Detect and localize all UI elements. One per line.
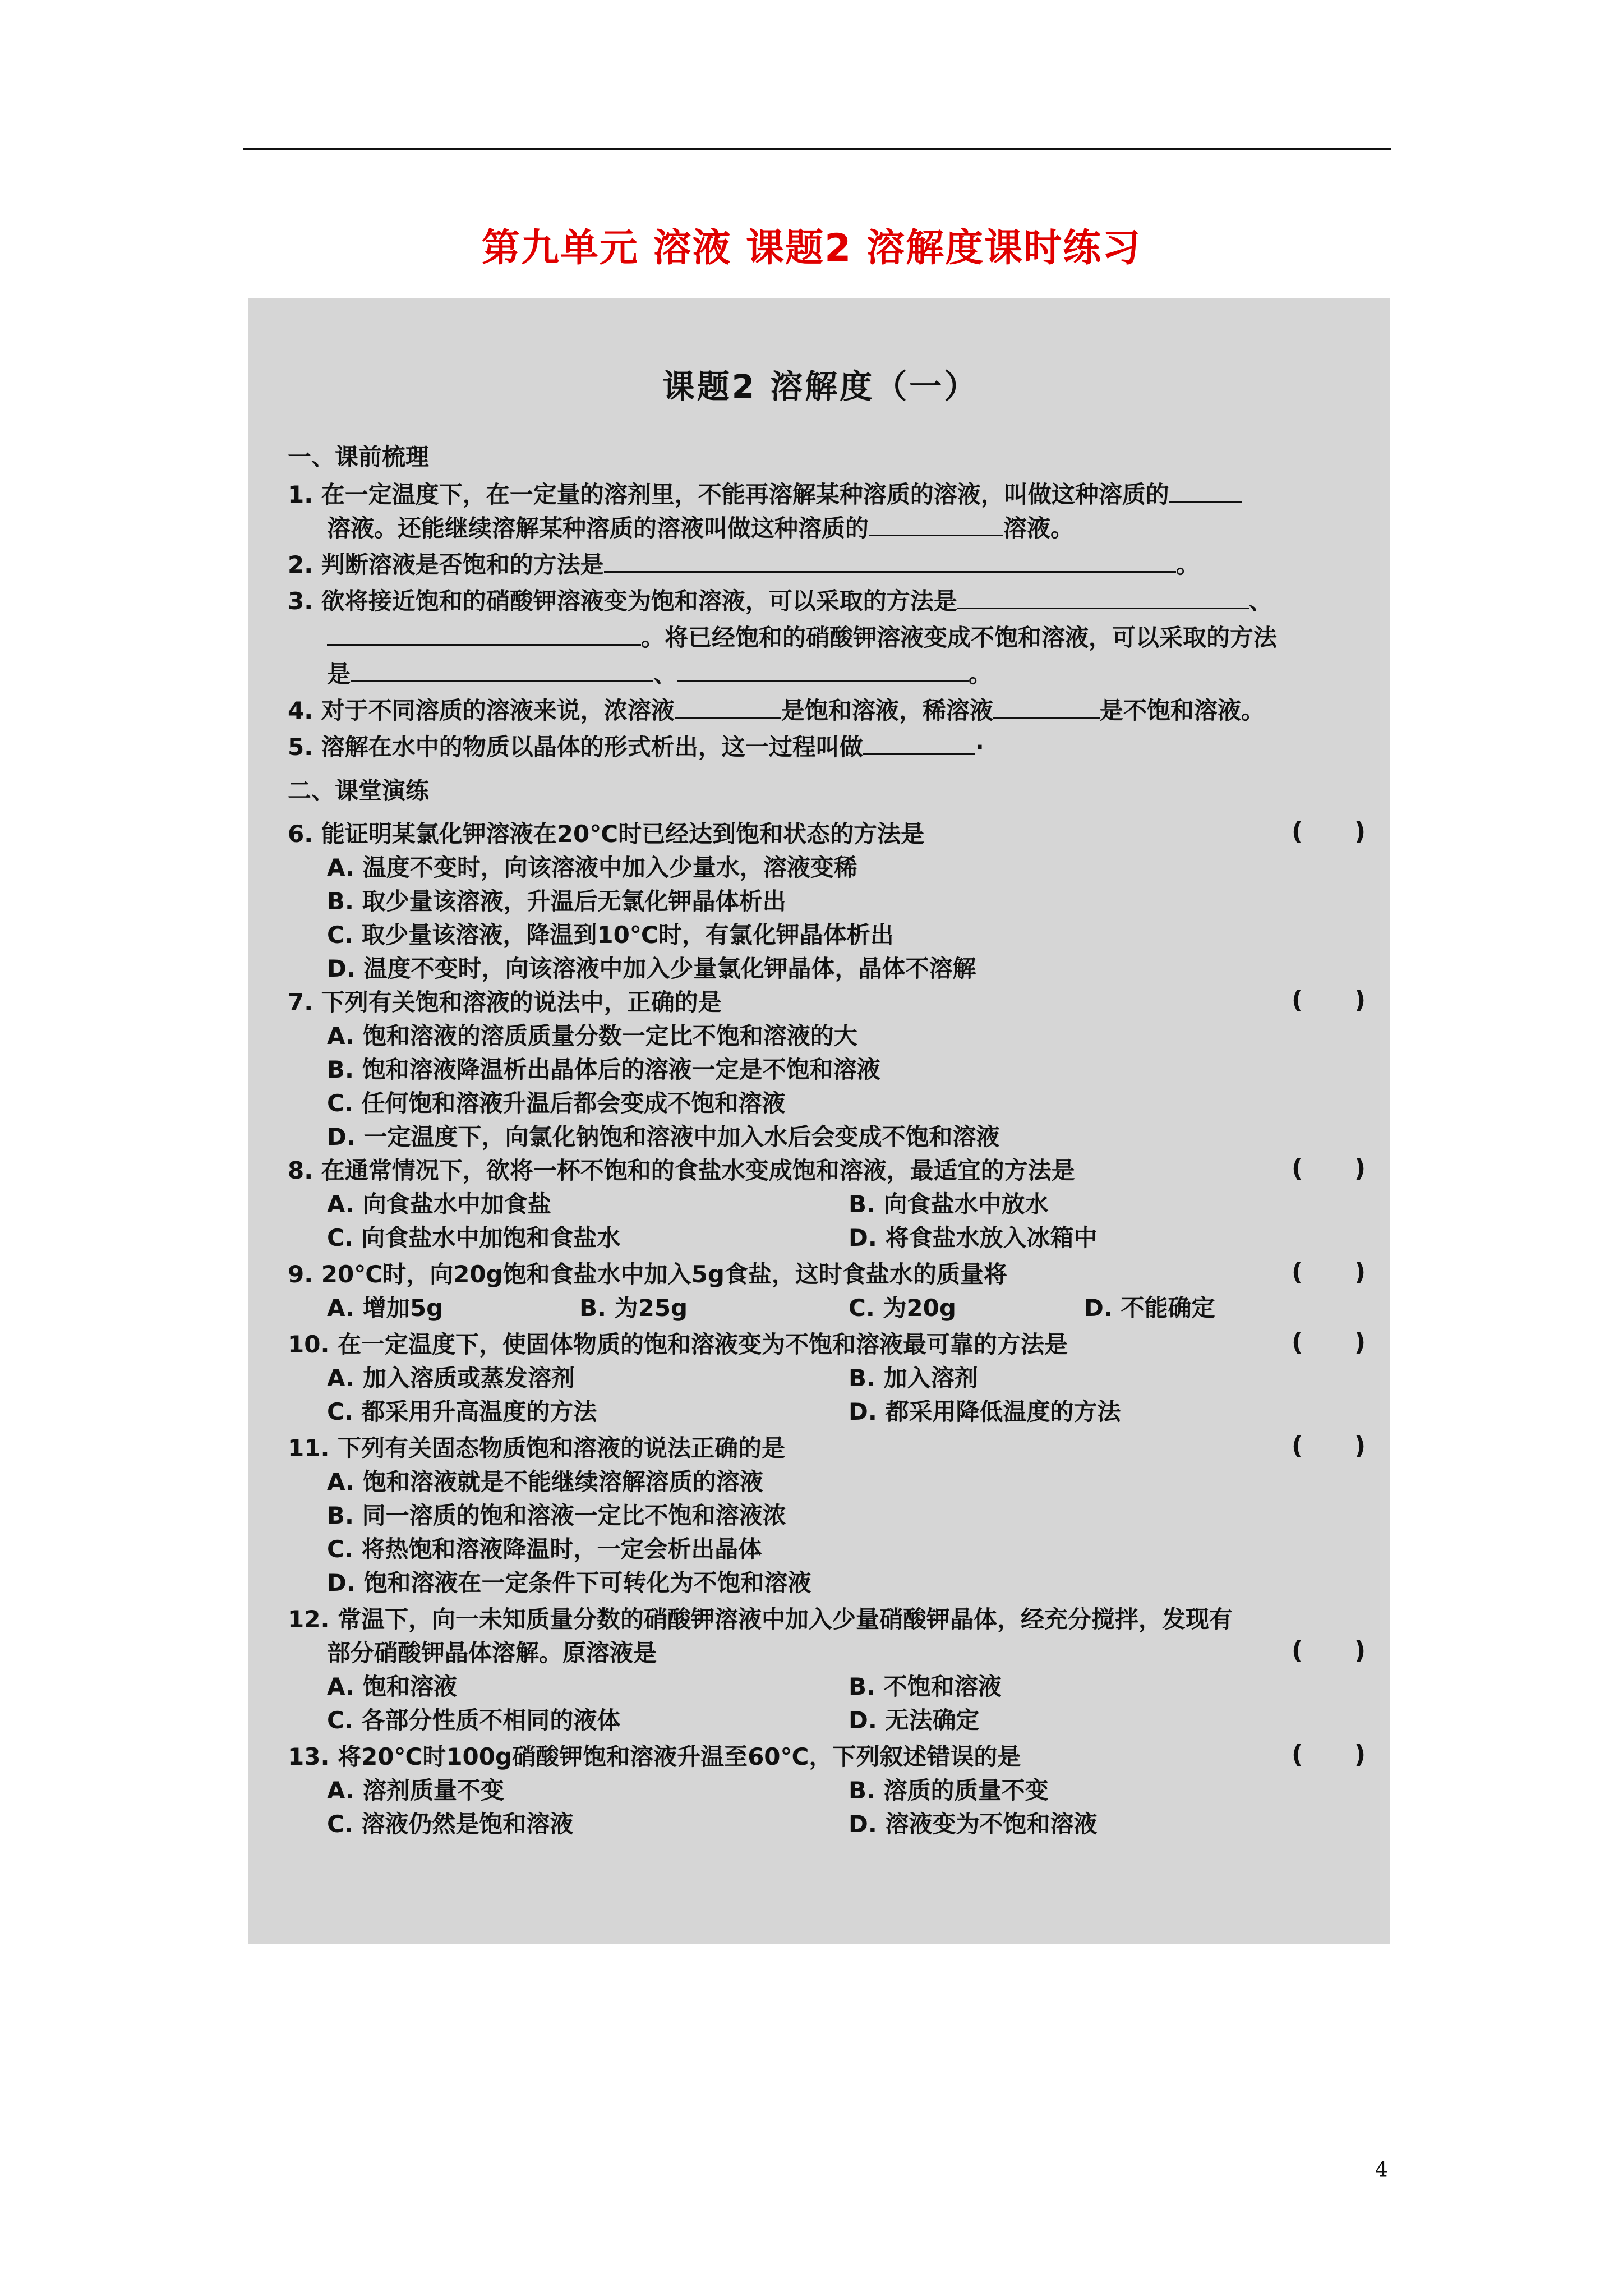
punctuation: · xyxy=(975,733,984,761)
option: D. 将食盐水放入冰箱中 xyxy=(849,1224,1098,1251)
option: D. 温度不变时，向该溶液中加入少量氯化钾晶体，晶体不溶解 xyxy=(327,955,976,982)
punctuation: 。 xyxy=(969,660,993,688)
answer-blank xyxy=(675,696,781,719)
option: C. 取少量该溶液，降温到10℃时，有氯化钾晶体析出 xyxy=(327,921,894,949)
question-text: 4. 对于不同溶质的溶液来说，浓溶液 xyxy=(288,697,675,724)
option: D. 无法确定 xyxy=(849,1706,980,1734)
header-rule xyxy=(243,148,1391,150)
question-8: 8. 在通常情况下，欲将一杯不饱和的食盐水变成饱和溶液，最适宜的方法是 xyxy=(288,1157,1075,1184)
answer-blank xyxy=(351,659,653,682)
punctuation: 、 xyxy=(653,660,677,688)
option: B. 为25g xyxy=(579,1294,688,1322)
option: B. 溶质的质量不变 xyxy=(849,1777,1049,1804)
question-text: 是 xyxy=(327,660,351,688)
question-text: 溶液。 xyxy=(1003,514,1075,542)
option: C. 向食盐水中加饱和食盐水 xyxy=(327,1224,621,1251)
option: D. 一定温度下，向氯化钠饱和溶液中加入水后会变成不饱和溶液 xyxy=(327,1123,1000,1151)
section-heading: 一、课前梳理 xyxy=(288,443,430,471)
question-6: 6. 能证明某氯化钾溶液在20℃时已经达到饱和状态的方法是 xyxy=(288,820,925,848)
option: C. 各部分性质不相同的液体 xyxy=(327,1706,621,1734)
answer-blank xyxy=(1169,480,1242,503)
option: A. 增加5g xyxy=(327,1294,444,1322)
question-13: 13. 将20℃时100g硝酸钾饱和溶液升温至60℃，下列叙述错误的是 xyxy=(288,1743,1021,1770)
question-text: 5. 溶解在水中的物质以晶体的形式析出，这一过程叫做 xyxy=(288,733,863,761)
question-4 xyxy=(288,694,1265,728)
question-10: 10. 在一定温度下，使固体物质的饱和溶液变为不饱和溶液最可靠的方法是 xyxy=(288,1331,1068,1358)
question-text: 。将已经饱和的硝酸钾溶液变成不饱和溶液，可以采取的方法 xyxy=(641,624,1278,651)
option: A. 温度不变时，向该溶液中加入少量水，溶液变稀 xyxy=(327,854,857,881)
question-12-cont: 部分硝酸钾晶体溶解。原溶液是 xyxy=(327,1639,657,1667)
question-3-cont2 xyxy=(327,657,992,691)
answer-parenthesis: ( ) xyxy=(1292,817,1366,846)
answer-blank xyxy=(863,732,975,755)
question-7: 7. 下列有关饱和溶液的说法中，正确的是 xyxy=(288,988,722,1016)
answer-blank xyxy=(869,513,1003,536)
option: B. 饱和溶液降温析出晶体后的溶液一定是不饱和溶液 xyxy=(327,1056,880,1083)
question-text: 3. 欲将接近饱和的硝酸钾溶液变为饱和溶液，可以采取的方法是 xyxy=(288,587,957,615)
option: D. 都采用降低温度的方法 xyxy=(849,1398,1121,1425)
option: C. 都采用升高温度的方法 xyxy=(327,1398,597,1425)
question-2 xyxy=(288,548,1200,582)
question-11: 11. 下列有关固态物质饱和溶液的说法正确的是 xyxy=(288,1434,786,1462)
answer-parenthesis: ( ) xyxy=(1292,986,1366,1014)
option: B. 同一溶质的饱和溶液一定比不饱和溶液浓 xyxy=(327,1502,786,1529)
option: C. 将热饱和溶液降温时，一定会析出晶体 xyxy=(327,1535,762,1563)
answer-parenthesis: ( ) xyxy=(1292,1154,1366,1182)
option: C. 任何饱和溶液升温后都会变成不饱和溶液 xyxy=(327,1089,786,1117)
answer-parenthesis: ( ) xyxy=(1292,1740,1366,1769)
option: C. 溶液仍然是饱和溶液 xyxy=(327,1810,574,1838)
answer-blank xyxy=(677,659,969,682)
answer-blank xyxy=(993,696,1100,719)
question-12: 12. 常温下，向一未知质量分数的硝酸钾溶液中加入少量硝酸钾晶体，经充分搅拌，发现有 xyxy=(288,1605,1233,1633)
question-1-cont xyxy=(327,512,1074,545)
option: A. 加入溶质或蒸发溶剂 xyxy=(327,1364,575,1392)
question-text: 2. 判断溶液是否饱和的方法是 xyxy=(288,551,604,578)
question-9: 9. 20℃时，向20g饱和食盐水中加入5g食盐，这时食盐水的质量将 xyxy=(288,1260,1007,1288)
question-3 xyxy=(288,585,1272,618)
question-5 xyxy=(288,730,984,764)
answer-blank xyxy=(327,623,641,646)
option: D. 不能确定 xyxy=(1084,1294,1215,1322)
option: B. 不饱和溶液 xyxy=(849,1673,1002,1700)
punctuation: 、 xyxy=(1248,587,1272,615)
question-3-cont xyxy=(327,621,1277,655)
answer-blank xyxy=(957,586,1249,609)
option: A. 溶剂质量不变 xyxy=(327,1777,504,1804)
page-number: 4 xyxy=(1375,2159,1388,2182)
option: A. 饱和溶液 xyxy=(327,1673,457,1700)
answer-parenthesis: ( ) xyxy=(1292,1636,1366,1665)
answer-parenthesis: ( ) xyxy=(1292,1258,1366,1286)
option: B. 取少量该溶液，升温后无氯化钾晶体析出 xyxy=(327,887,786,915)
option: D. 溶液变为不饱和溶液 xyxy=(849,1810,1098,1838)
question-1 xyxy=(288,478,1242,512)
answer-parenthesis: ( ) xyxy=(1292,1432,1366,1460)
question-text: 1. 在一定温度下，在一定量的溶剂里，不能再溶解某种溶质的溶液，叫做这种溶质的 xyxy=(288,481,1169,508)
scanned-worksheet xyxy=(248,298,1390,1944)
document-title: 第九单元 溶液 课题2 溶解度课时练习 xyxy=(481,226,1142,270)
option: B. 向食盐水中放水 xyxy=(849,1190,1049,1218)
answer-blank xyxy=(604,550,1176,573)
option: A. 向食盐水中加食盐 xyxy=(327,1190,551,1218)
answer-parenthesis: ( ) xyxy=(1292,1328,1366,1356)
question-text: 是饱和溶液，稀溶液 xyxy=(781,697,993,724)
question-text: 溶液。还能继续溶解某种溶质的溶液叫做这种溶质的 xyxy=(327,514,869,542)
punctuation: 。 xyxy=(1175,551,1200,578)
option: D. 饱和溶液在一定条件下可转化为不饱和溶液 xyxy=(327,1569,811,1596)
question-text: 是不饱和溶液。 xyxy=(1099,697,1265,724)
option: B. 加入溶剂 xyxy=(849,1364,978,1392)
section-heading: 二、课堂演练 xyxy=(288,777,430,804)
option: C. 为20g xyxy=(849,1294,956,1322)
option: A. 饱和溶液的溶质质量分数一定比不饱和溶液的大 xyxy=(327,1022,857,1050)
worksheet-heading: 课题2 溶解度（一） xyxy=(662,367,979,406)
option: A. 饱和溶液就是不能继续溶解溶质的溶液 xyxy=(327,1468,763,1496)
